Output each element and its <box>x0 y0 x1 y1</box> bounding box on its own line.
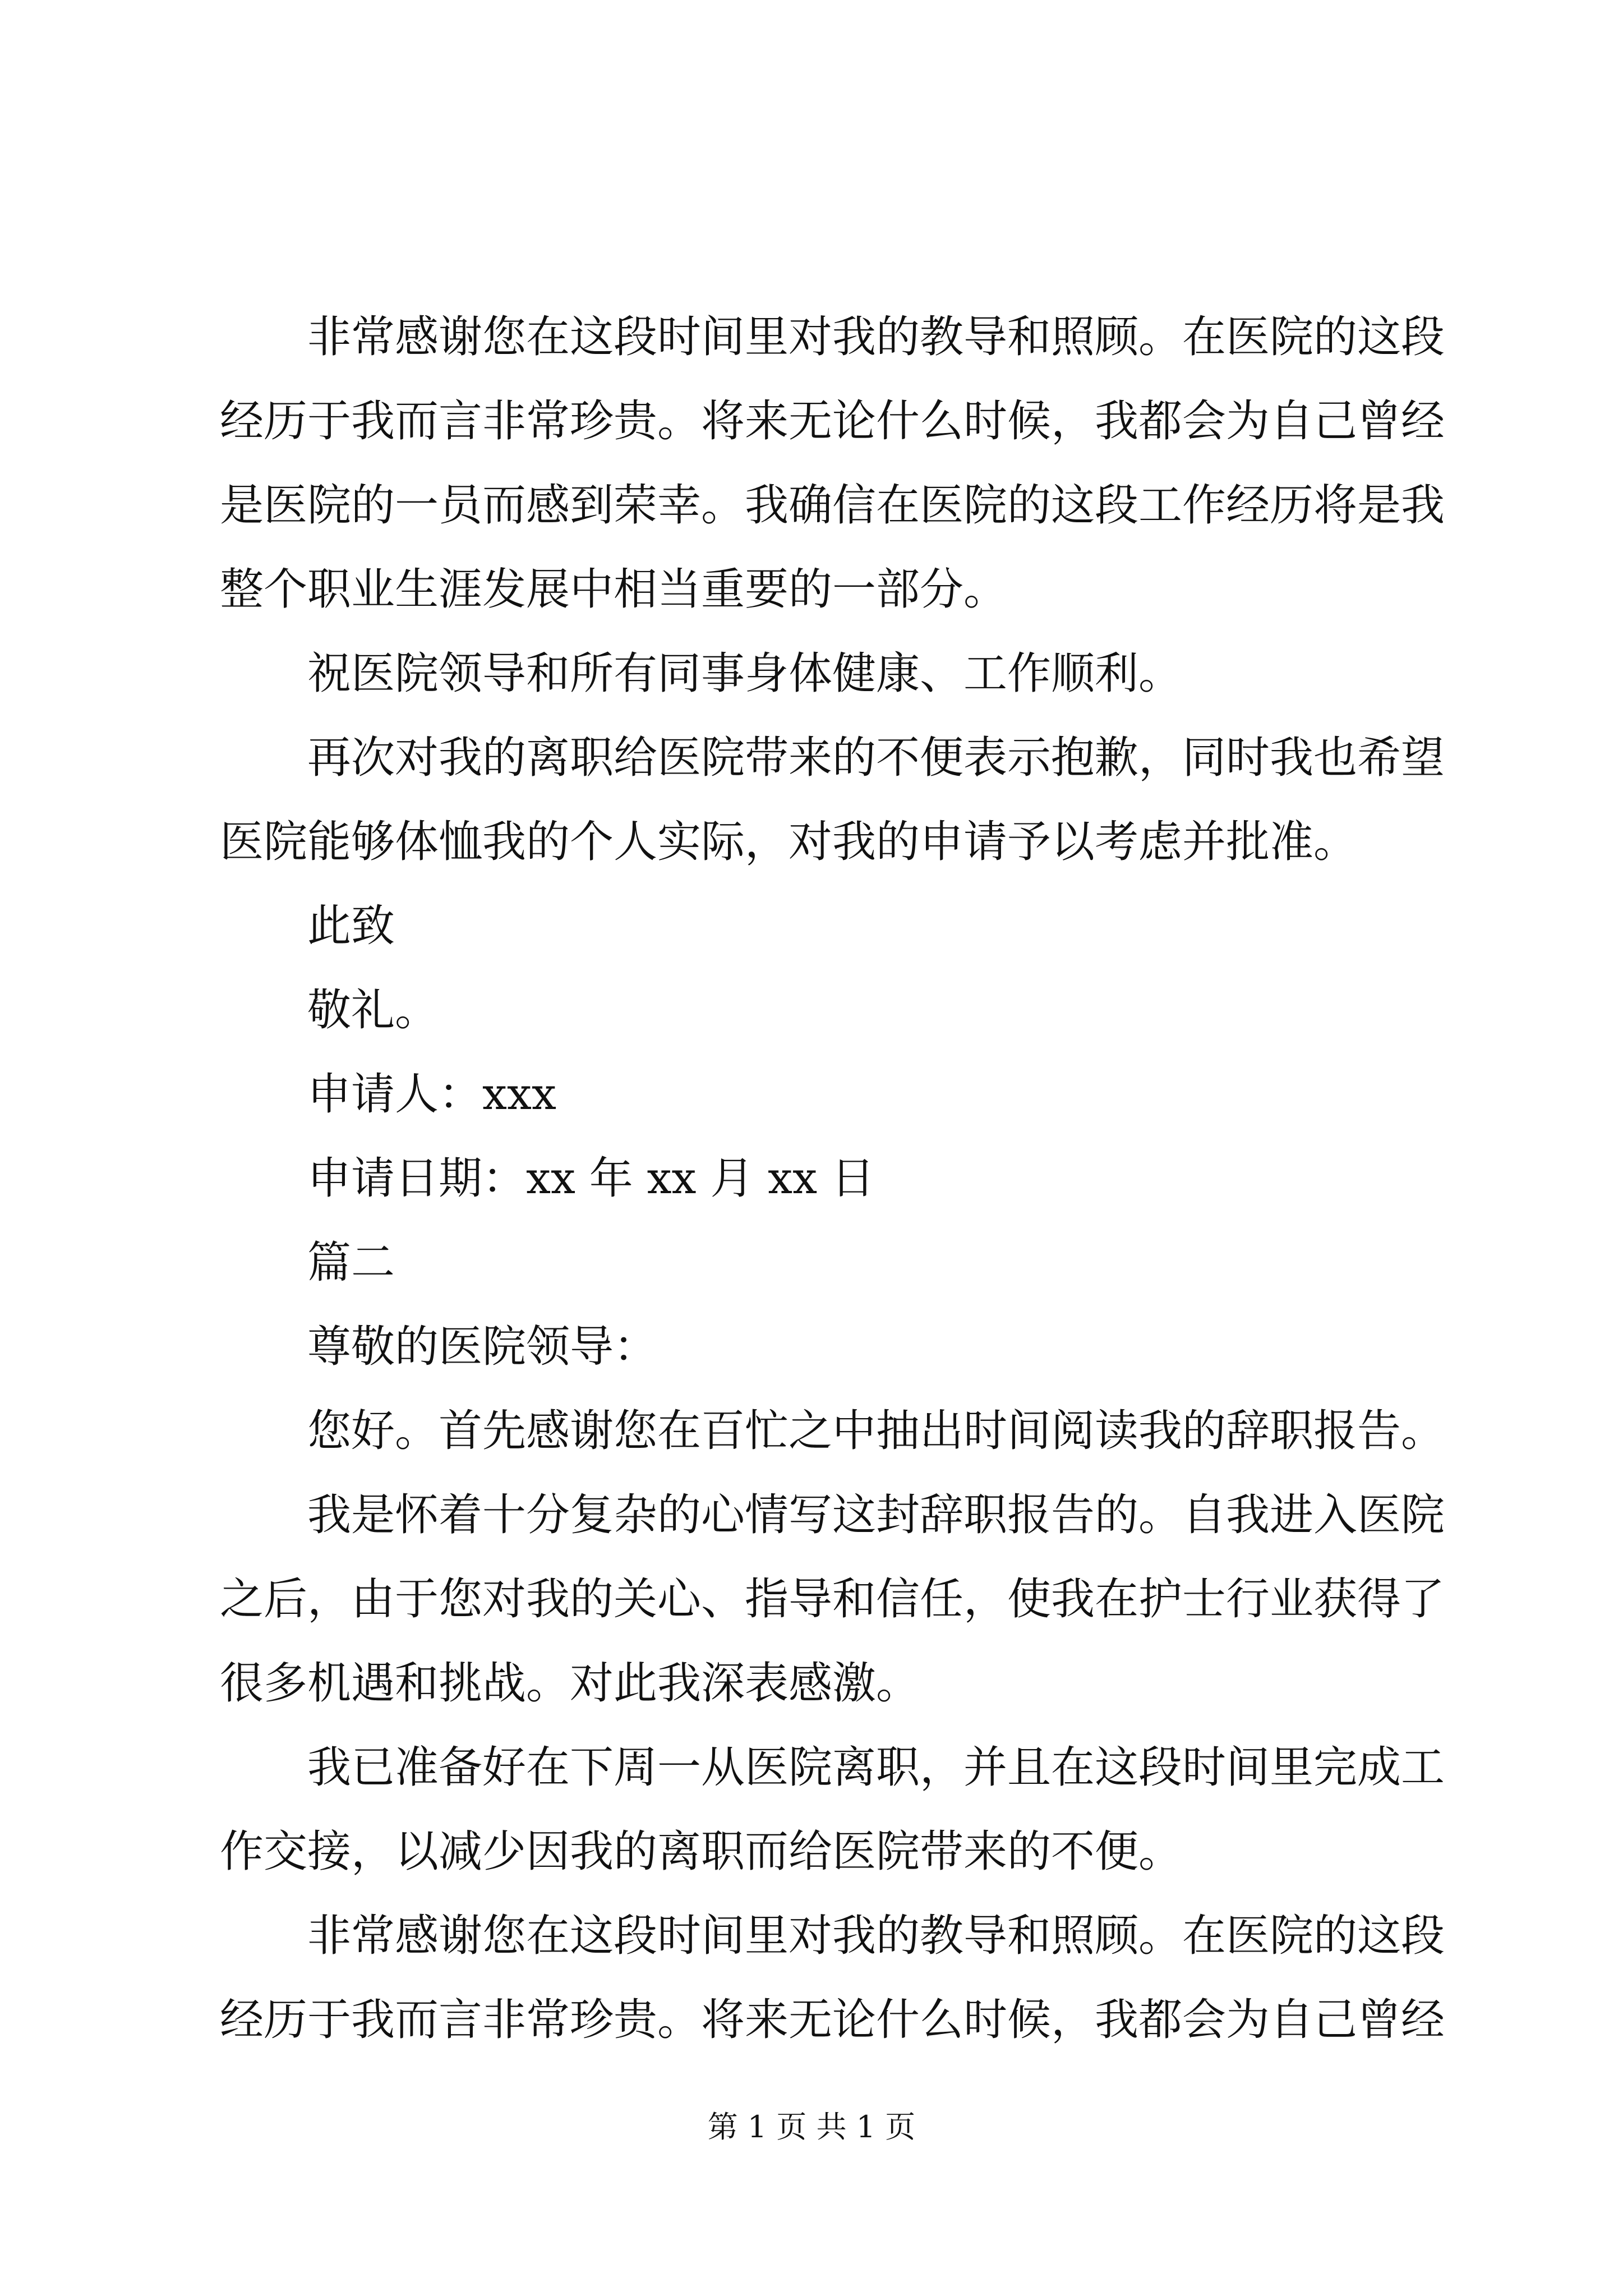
paragraph <box>220 632 1426 716</box>
paragraph <box>220 968 1426 1052</box>
text-line: 作交接，以减少因我的离职而给医院带来的不便。 <box>220 1826 1183 1877</box>
text-line: 很多机遇和挑战。对此我深表感激。 <box>220 1658 920 1709</box>
text-line: 申请日期：xx 年 xx 月 xx 日 <box>307 1153 875 1204</box>
paragraph <box>220 1137 1426 1221</box>
paragraph <box>220 1305 1426 1389</box>
text-line: 申请人：xxx <box>307 1069 556 1120</box>
text-line: 是医院的一员而感到荣幸。我确信在医院的这段工作经历将是我 <box>220 480 1445 531</box>
text-line: 篇二 <box>307 1237 395 1288</box>
text-line: 非常感谢您在这段时间里对我的教导和照顾。在医院的这段 <box>307 1911 1445 1961</box>
text-line: 再次对我的离职给医院带来的不便表示抱歉，同时我也希望 <box>307 733 1445 783</box>
text-line: 尊敬的医院领导： <box>307 1322 658 1372</box>
text-line: 之后，由于您对我的关心、指导和信任，使我在护士行业获得了 <box>220 1574 1445 1625</box>
text-line: 我已准备好在下周一从医院离职，并且在这段时间里完成工 <box>307 1742 1445 1793</box>
paragraph <box>220 1221 1426 1305</box>
text-line: 我是怀着十分复杂的心情写这封辞职报告的。自我进入医院 <box>307 1490 1445 1540</box>
text-line: 祝医院领导和所有同事身体健康、工作顺利。 <box>307 648 1183 699</box>
paragraph <box>220 1052 1426 1137</box>
text-line: 非常感谢您在这段时间里对我的教导和照顾。在医院的这段 <box>307 312 1445 362</box>
paragraph <box>220 1726 1445 1894</box>
paragraph <box>220 295 1445 632</box>
text-line: 医院能够体恤我的个人实际，对我的申请予以考虑并批准。 <box>220 817 1358 867</box>
text-line: 您好。首先感谢您在百忙之中抽出时间阅读我的辞职报告。 <box>307 1406 1445 1456</box>
text-line: 整个职业生涯发展中相当重要的一部分。 <box>220 564 1008 615</box>
paragraph <box>220 1894 1445 2062</box>
paragraph <box>220 1389 1445 1473</box>
text-line: 经历于我而言非常珍贵。将来无论什么时候，我都会为自己曾经 <box>220 396 1445 447</box>
text-line: 此致 <box>307 901 395 951</box>
text-line: 敬礼。 <box>307 985 439 1036</box>
text-line: 经历于我而言非常珍贵。将来无论什么时候，我都会为自己曾经 <box>220 1995 1445 2045</box>
paragraph <box>220 1473 1445 1726</box>
paragraph <box>220 716 1445 884</box>
document-body <box>220 295 1445 2062</box>
paragraph <box>220 884 1426 968</box>
page-footer: 第 1 页 共 1 页 <box>707 2109 916 2145</box>
